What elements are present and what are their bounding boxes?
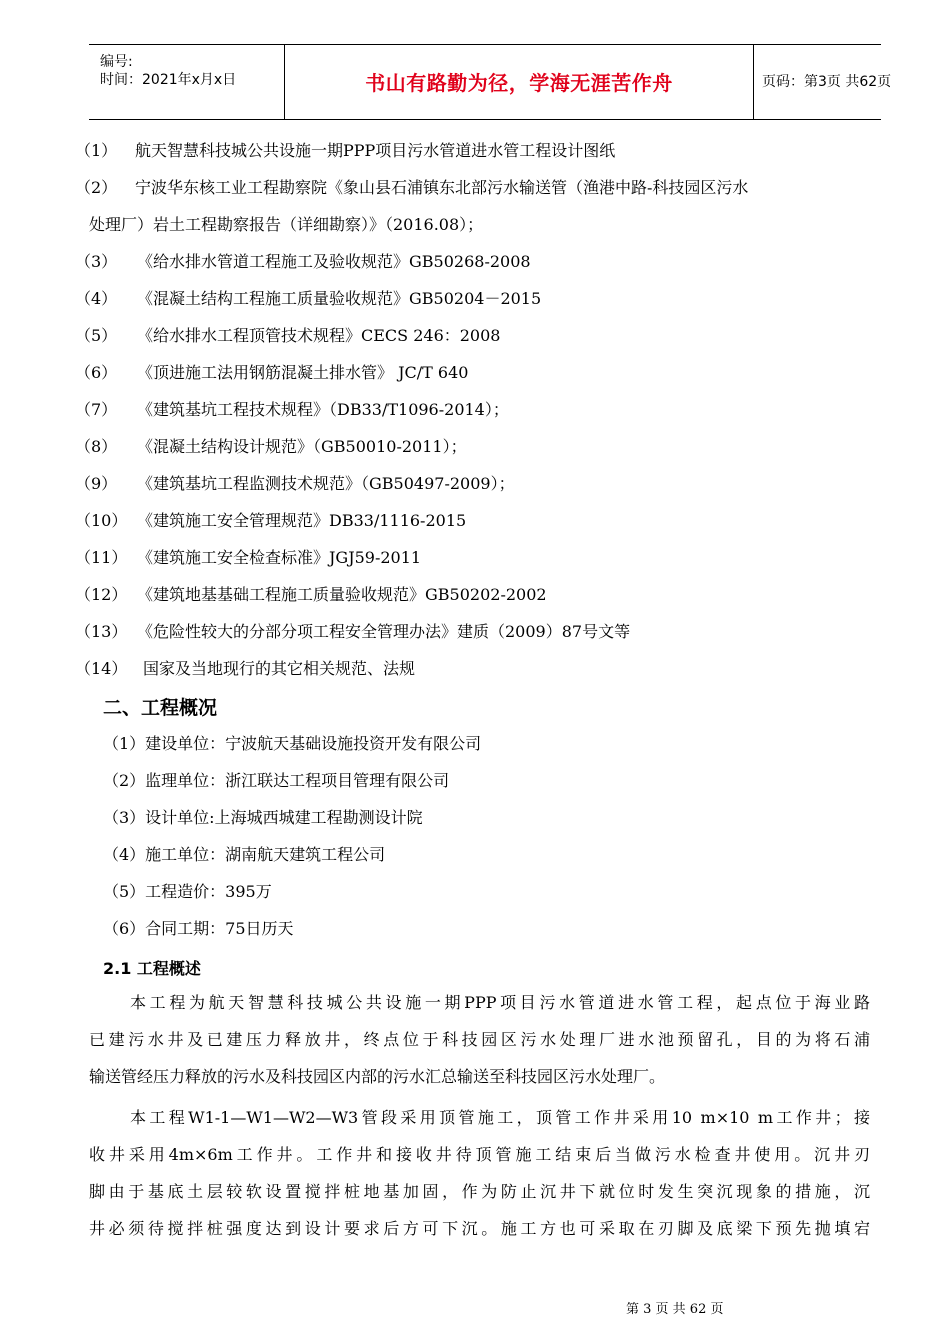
reference-text: 《给水排水管道工程施工及验收规范》GB50268-2008: [137, 252, 531, 271]
reference-text: 《建筑基坑工程技术规程》（DB33/T1096-2014）；: [137, 400, 509, 419]
project-info-item: （2）监理单位：浙江联达工程项目管理有限公司: [103, 771, 450, 790]
header-page-label: 页码：第3页 共62页: [762, 74, 892, 90]
reference-item-1: [75, 141, 615, 161]
page-header: [89, 44, 892, 120]
header-code-label: 编号:: [100, 54, 133, 70]
paragraph-line: 井必须待搅拌桩强度达到设计要求后方可下沉。施工方也可采取在刃脚及底梁下预先抛填宕: [89, 1219, 870, 1238]
reference-item-7: [75, 400, 509, 420]
reference-item-5: [75, 326, 500, 346]
project-info-item: （5）工程造价：395万: [103, 882, 272, 901]
reference-item-12: [75, 585, 547, 605]
header-motto-cell: [284, 45, 754, 119]
reference-number: （3）: [75, 252, 118, 271]
paragraph-line: 已建污水井及已建压力释放井，终点位于科技园区污水处理厂进水池预留孔，目的为将石浦: [89, 1030, 870, 1049]
reference-number: （14）: [75, 659, 128, 678]
reference-number: （8）: [75, 437, 118, 456]
reference-text: 《建筑基坑工程监测技术规范》（GB50497-2009）；: [137, 474, 515, 493]
reference-number: （1）: [75, 141, 118, 160]
reference-item-9: [75, 474, 515, 494]
reference-text: 宁波华东核工业工程勘察院《象山县石浦镇东北部污水输送管（渔港中路-科技园区污水: [135, 178, 749, 197]
reference-item-8: [75, 437, 467, 457]
reference-text: 国家及当地现行的其它相关规范、法规: [143, 659, 416, 678]
reference-text: 《建筑地基基础工程施工质量验收规范》GB50202-2002: [137, 585, 547, 604]
section-title: 二、工程概况: [103, 697, 218, 719]
header-motto: 书山有路勤为径，学海无涯苦作舟: [365, 71, 673, 95]
reference-text: 《混凝土结构工程施工质量验收规范》GB50204－2015: [137, 289, 542, 308]
paragraph-line: 本工程为航天智慧科技城公共设施一期PPP项目污水管道进水管工程，起点位于海业路: [130, 993, 870, 1012]
reference-number: （13）: [75, 622, 128, 641]
reference-number: （6）: [75, 363, 118, 382]
page-footer: 第 3 页 共 62 页: [626, 1302, 724, 1317]
reference-text: 航天智慧科技城公共设施一期PPP项目污水管道进水管工程设计图纸: [135, 141, 616, 160]
reference-item-10: [75, 511, 466, 531]
reference-text: 《给水排水工程顶管技术规程》CECS 246：2008: [137, 326, 501, 345]
paragraph-line: 脚由于基底土层较软设置搅拌桩地基加固，作为防止沉井下就位时发生突沉现象的措施，沉: [89, 1182, 870, 1201]
project-info-item: （4）施工单位：湖南航天建筑工程公司: [103, 845, 386, 864]
header-time-label: 时间：2021年x月x日: [100, 72, 237, 88]
header-page-cell: [752, 45, 892, 119]
project-info-item: （1）建设单位：宁波航天基础设施投资开发有限公司: [103, 734, 482, 753]
reference-item-6: [75, 363, 468, 383]
reference-text: 《顶进施工法用钢筋混凝土排水管》 JC/T 640: [137, 363, 469, 382]
reference-number: （2）: [75, 178, 118, 197]
reference-item-2-continued: 处理厂）岩土工程勘察报告（详细勘察）》（2016.08）；: [89, 215, 484, 234]
header-left-cell: [89, 45, 284, 119]
reference-item-11: [75, 548, 421, 568]
project-info-item: （6）合同工期：75日历天: [103, 919, 294, 938]
project-info-item: （3）设计单位:上海城西城建工程勘测设计院: [103, 808, 423, 827]
reference-text: 《混凝土结构设计规范》（GB50010-2011）；: [137, 437, 467, 456]
reference-item-14: [75, 659, 415, 679]
subsection-title: 2.1 工程概述: [103, 959, 201, 978]
reference-item-3: [75, 252, 531, 272]
paragraph-line: 收井采用4m×6m工作井。工作井和接收井待顶管施工结束后当做污水检查井使用。沉井刃: [89, 1145, 870, 1164]
reference-text: 《危险性较大的分部分项工程安全管理办法》建质（2009）87号文等: [137, 622, 631, 641]
reference-item-4: [75, 289, 541, 309]
paragraph-line: 输送管经压力释放的污水及科技园区内部的污水汇总输送至科技园区污水处理厂。: [89, 1067, 666, 1086]
reference-number: （5）: [75, 326, 118, 345]
reference-number: （9）: [75, 474, 118, 493]
reference-number: （4）: [75, 289, 118, 308]
reference-item-2: [75, 178, 748, 198]
reference-number: （7）: [75, 400, 118, 419]
reference-text: 《建筑施工安全管理规范》DB33/1116-2015: [137, 511, 467, 530]
reference-item-13: [75, 622, 630, 642]
reference-number: （10）: [75, 511, 128, 530]
reference-text: 《建筑施工安全检查标准》JGJ59-2011: [137, 548, 422, 567]
reference-number: （11）: [75, 548, 128, 567]
reference-number: （12）: [75, 585, 128, 604]
paragraph-line: 本工程W1-1—W1—W2—W3管段采用顶管施工，顶管工作井采用10 m×10 m工作井；接: [130, 1108, 870, 1127]
